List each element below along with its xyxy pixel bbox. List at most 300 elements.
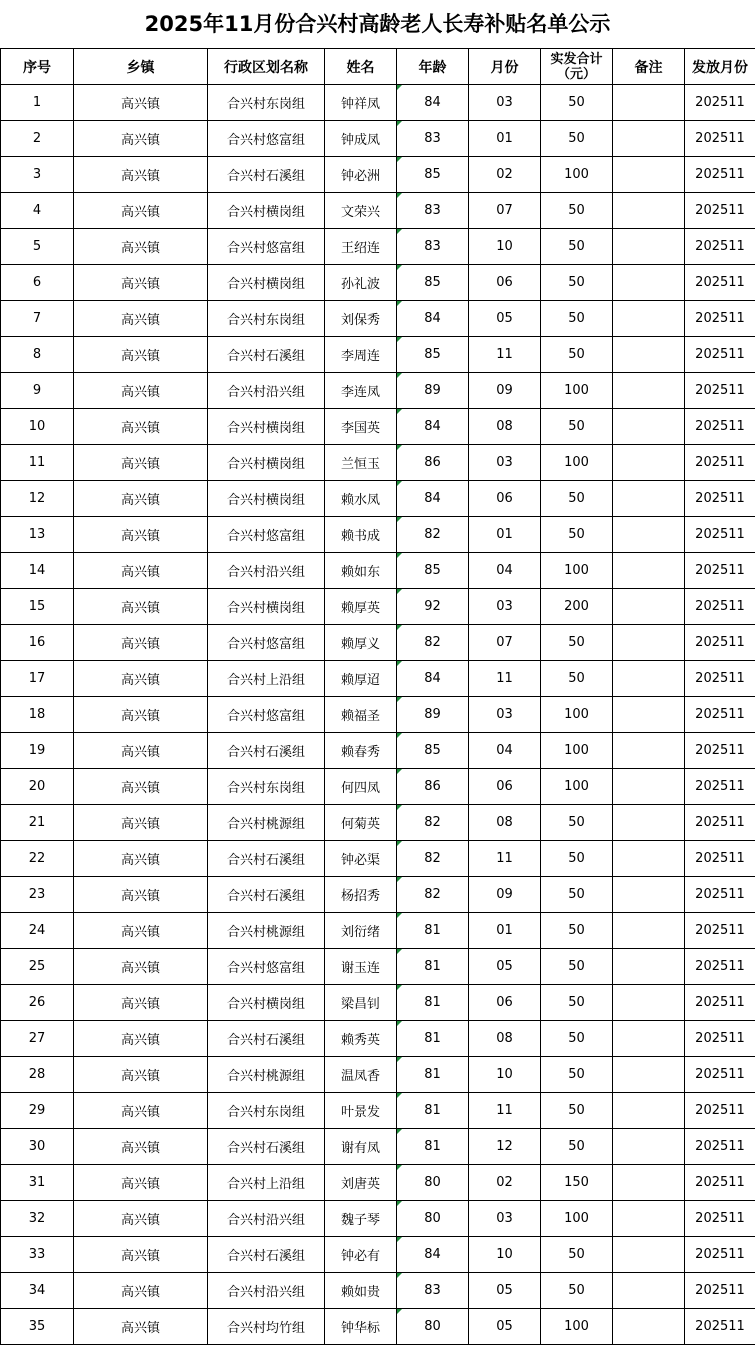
cell-amount: 50 xyxy=(541,985,613,1021)
table-row xyxy=(1,1021,755,1057)
cell-pay-month: 202511 xyxy=(685,265,755,301)
cell-amount: 50 xyxy=(541,481,613,517)
cell-district: 合兴村横岗组 xyxy=(208,481,325,517)
cell-month: 10 xyxy=(469,229,541,265)
cell-amount: 50 xyxy=(541,85,613,121)
cell-district: 合兴村石溪组 xyxy=(208,841,325,877)
cell-name: 谢玉连 xyxy=(325,949,397,985)
cell-month: 04 xyxy=(469,733,541,769)
cell-amount: 50 xyxy=(541,661,613,697)
cell-town: 高兴镇 xyxy=(74,373,208,409)
cell-town: 高兴镇 xyxy=(74,553,208,589)
cell-month: 09 xyxy=(469,373,541,409)
table-row xyxy=(1,1129,755,1165)
cell-index: 14 xyxy=(1,553,74,589)
cell-district: 合兴村桃源组 xyxy=(208,1057,325,1093)
table-row xyxy=(1,121,755,157)
cell-town: 高兴镇 xyxy=(74,733,208,769)
cell-pay-month: 202511 xyxy=(685,877,755,913)
cell-pay-month: 202511 xyxy=(685,1201,755,1237)
cell-age: 92 xyxy=(397,589,469,625)
cell-amount: 100 xyxy=(541,733,613,769)
cell-name: 赖如东 xyxy=(325,553,397,589)
cell-month: 11 xyxy=(469,337,541,373)
cell-pay-month: 202511 xyxy=(685,337,755,373)
cell-pay-month: 202511 xyxy=(685,229,755,265)
table-row xyxy=(1,481,755,517)
cell-district: 合兴村桃源组 xyxy=(208,913,325,949)
cell-age: 82 xyxy=(397,805,469,841)
cell-month: 06 xyxy=(469,985,541,1021)
cell-age: 82 xyxy=(397,841,469,877)
cell-town: 高兴镇 xyxy=(74,877,208,913)
cell-month: 03 xyxy=(469,697,541,733)
cell-age: 84 xyxy=(397,661,469,697)
cell-month: 06 xyxy=(469,265,541,301)
cell-pay-month: 202511 xyxy=(685,985,755,1021)
cell-age: 81 xyxy=(397,949,469,985)
cell-amount: 50 xyxy=(541,1273,613,1309)
cell-town: 高兴镇 xyxy=(74,445,208,481)
cell-index: 23 xyxy=(1,877,74,913)
cell-pay-month: 202511 xyxy=(685,1165,755,1201)
cell-remark xyxy=(613,1129,685,1165)
cell-amount: 50 xyxy=(541,229,613,265)
cell-amount: 50 xyxy=(541,301,613,337)
cell-remark xyxy=(613,985,685,1021)
cell-name: 赖春秀 xyxy=(325,733,397,769)
cell-pay-month: 202511 xyxy=(685,1129,755,1165)
cell-remark xyxy=(613,1057,685,1093)
cell-district: 合兴村东岗组 xyxy=(208,301,325,337)
table-row xyxy=(1,517,755,553)
cell-month: 01 xyxy=(469,913,541,949)
cell-district: 合兴村东岗组 xyxy=(208,1093,325,1129)
cell-index: 22 xyxy=(1,841,74,877)
cell-age: 80 xyxy=(397,1165,469,1201)
cell-district: 合兴村悠富组 xyxy=(208,229,325,265)
cell-remark xyxy=(613,1021,685,1057)
cell-town: 高兴镇 xyxy=(74,1273,208,1309)
cell-town: 高兴镇 xyxy=(74,1129,208,1165)
cell-amount: 50 xyxy=(541,265,613,301)
cell-amount: 50 xyxy=(541,121,613,157)
cell-remark xyxy=(613,697,685,733)
cell-district: 合兴村桃源组 xyxy=(208,805,325,841)
cell-name: 刘衍绪 xyxy=(325,913,397,949)
table-row xyxy=(1,1273,755,1309)
cell-town: 高兴镇 xyxy=(74,409,208,445)
table-row xyxy=(1,1057,755,1093)
cell-name: 赖厚迢 xyxy=(325,661,397,697)
cell-index: 5 xyxy=(1,229,74,265)
cell-age: 82 xyxy=(397,517,469,553)
cell-age: 81 xyxy=(397,913,469,949)
cell-town: 高兴镇 xyxy=(74,265,208,301)
cell-amount: 50 xyxy=(541,877,613,913)
cell-remark xyxy=(613,625,685,661)
cell-amount: 100 xyxy=(541,373,613,409)
cell-index: 15 xyxy=(1,589,74,625)
table-row xyxy=(1,193,755,229)
cell-pay-month: 202511 xyxy=(685,769,755,805)
cell-town: 高兴镇 xyxy=(74,913,208,949)
cell-remark xyxy=(613,121,685,157)
cell-name: 钟成凤 xyxy=(325,121,397,157)
cell-name: 文荣兴 xyxy=(325,193,397,229)
cell-name: 刘保秀 xyxy=(325,301,397,337)
cell-age: 84 xyxy=(397,85,469,121)
cell-town: 高兴镇 xyxy=(74,661,208,697)
cell-remark xyxy=(613,1309,685,1345)
table-row xyxy=(1,661,755,697)
cell-remark xyxy=(613,661,685,697)
cell-month: 05 xyxy=(469,1309,541,1345)
table-row xyxy=(1,1309,755,1345)
cell-age: 80 xyxy=(397,1309,469,1345)
cell-month: 08 xyxy=(469,409,541,445)
cell-amount: 100 xyxy=(541,697,613,733)
cell-name: 钟必有 xyxy=(325,1237,397,1273)
table-row xyxy=(1,697,755,733)
cell-district: 合兴村悠富组 xyxy=(208,625,325,661)
cell-district: 合兴村沿兴组 xyxy=(208,1201,325,1237)
cell-index: 26 xyxy=(1,985,74,1021)
cell-name: 赖水凤 xyxy=(325,481,397,517)
cell-district: 合兴村石溪组 xyxy=(208,1021,325,1057)
cell-town: 高兴镇 xyxy=(74,1201,208,1237)
cell-remark xyxy=(613,913,685,949)
cell-district: 合兴村石溪组 xyxy=(208,157,325,193)
header-month: 月份 xyxy=(469,49,541,85)
cell-amount: 100 xyxy=(541,1309,613,1345)
cell-month: 05 xyxy=(469,1273,541,1309)
cell-age: 85 xyxy=(397,337,469,373)
table-row xyxy=(1,337,755,373)
cell-name: 赖厚义 xyxy=(325,625,397,661)
cell-index: 19 xyxy=(1,733,74,769)
cell-age: 83 xyxy=(397,193,469,229)
cell-town: 高兴镇 xyxy=(74,1237,208,1273)
cell-pay-month: 202511 xyxy=(685,589,755,625)
cell-amount: 50 xyxy=(541,1237,613,1273)
cell-district: 合兴村横岗组 xyxy=(208,445,325,481)
cell-name: 刘唐英 xyxy=(325,1165,397,1201)
table-row xyxy=(1,733,755,769)
cell-town: 高兴镇 xyxy=(74,193,208,229)
cell-age: 81 xyxy=(397,1129,469,1165)
cell-name: 赖秀英 xyxy=(325,1021,397,1057)
cell-town: 高兴镇 xyxy=(74,157,208,193)
cell-district: 合兴村沿兴组 xyxy=(208,373,325,409)
cell-index: 7 xyxy=(1,301,74,337)
cell-age: 83 xyxy=(397,229,469,265)
cell-remark xyxy=(613,553,685,589)
cell-pay-month: 202511 xyxy=(685,661,755,697)
cell-index: 33 xyxy=(1,1237,74,1273)
cell-name: 何四凤 xyxy=(325,769,397,805)
cell-remark xyxy=(613,1237,685,1273)
cell-remark xyxy=(613,769,685,805)
cell-name: 温凤香 xyxy=(325,1057,397,1093)
cell-name: 赖福圣 xyxy=(325,697,397,733)
cell-name: 赖厚英 xyxy=(325,589,397,625)
cell-month: 06 xyxy=(469,769,541,805)
cell-pay-month: 202511 xyxy=(685,1057,755,1093)
cell-index: 28 xyxy=(1,1057,74,1093)
cell-pay-month: 202511 xyxy=(685,949,755,985)
cell-name: 何菊英 xyxy=(325,805,397,841)
cell-index: 9 xyxy=(1,373,74,409)
cell-town: 高兴镇 xyxy=(74,1309,208,1345)
cell-age: 84 xyxy=(397,1237,469,1273)
cell-remark xyxy=(613,841,685,877)
cell-month: 03 xyxy=(469,1201,541,1237)
cell-amount: 50 xyxy=(541,337,613,373)
cell-index: 3 xyxy=(1,157,74,193)
cell-name: 赖如贵 xyxy=(325,1273,397,1309)
cell-index: 10 xyxy=(1,409,74,445)
cell-name: 魏子琴 xyxy=(325,1201,397,1237)
cell-age: 86 xyxy=(397,769,469,805)
cell-name: 赖书成 xyxy=(325,517,397,553)
cell-month: 03 xyxy=(469,85,541,121)
cell-pay-month: 202511 xyxy=(685,1021,755,1057)
cell-age: 83 xyxy=(397,121,469,157)
cell-month: 07 xyxy=(469,625,541,661)
cell-town: 高兴镇 xyxy=(74,337,208,373)
table-row xyxy=(1,157,755,193)
cell-pay-month: 202511 xyxy=(685,157,755,193)
cell-pay-month: 202511 xyxy=(685,301,755,337)
table-row xyxy=(1,805,755,841)
cell-name: 钟必渠 xyxy=(325,841,397,877)
table-row xyxy=(1,949,755,985)
cell-age: 85 xyxy=(397,157,469,193)
cell-district: 合兴村石溪组 xyxy=(208,877,325,913)
cell-pay-month: 202511 xyxy=(685,85,755,121)
table-row xyxy=(1,373,755,409)
cell-district: 合兴村沿兴组 xyxy=(208,1273,325,1309)
cell-pay-month: 202511 xyxy=(685,1309,755,1345)
cell-index: 31 xyxy=(1,1165,74,1201)
cell-amount: 50 xyxy=(541,1093,613,1129)
cell-pay-month: 202511 xyxy=(685,121,755,157)
cell-remark xyxy=(613,589,685,625)
table-row xyxy=(1,625,755,661)
cell-month: 03 xyxy=(469,589,541,625)
cell-remark xyxy=(613,301,685,337)
cell-name: 孙礼波 xyxy=(325,265,397,301)
cell-index: 17 xyxy=(1,661,74,697)
cell-age: 81 xyxy=(397,1057,469,1093)
page-title: 2025年11月份合兴村高龄老人长寿补贴名单公示 xyxy=(144,12,611,36)
cell-district: 合兴村横岗组 xyxy=(208,985,325,1021)
cell-age: 85 xyxy=(397,265,469,301)
cell-name: 谢有凤 xyxy=(325,1129,397,1165)
cell-pay-month: 202511 xyxy=(685,805,755,841)
cell-pay-month: 202511 xyxy=(685,841,755,877)
cell-remark xyxy=(613,949,685,985)
cell-amount: 50 xyxy=(541,805,613,841)
cell-district: 合兴村悠富组 xyxy=(208,121,325,157)
table-row xyxy=(1,1201,755,1237)
cell-pay-month: 202511 xyxy=(685,733,755,769)
cell-pay-month: 202511 xyxy=(685,625,755,661)
cell-district: 合兴村横岗组 xyxy=(208,265,325,301)
cell-index: 1 xyxy=(1,85,74,121)
cell-month: 12 xyxy=(469,1129,541,1165)
cell-remark xyxy=(613,1273,685,1309)
cell-age: 81 xyxy=(397,1021,469,1057)
cell-district: 合兴村上沿组 xyxy=(208,1165,325,1201)
cell-age: 81 xyxy=(397,1093,469,1129)
cell-remark xyxy=(613,877,685,913)
cell-town: 高兴镇 xyxy=(74,805,208,841)
cell-district: 合兴村悠富组 xyxy=(208,517,325,553)
cell-name: 钟祥凤 xyxy=(325,85,397,121)
cell-pay-month: 202511 xyxy=(685,913,755,949)
cell-index: 32 xyxy=(1,1201,74,1237)
cell-month: 05 xyxy=(469,949,541,985)
table-row xyxy=(1,85,755,121)
cell-month: 06 xyxy=(469,481,541,517)
cell-remark xyxy=(613,1201,685,1237)
cell-month: 03 xyxy=(469,445,541,481)
table-row xyxy=(1,445,755,481)
cell-name: 钟华标 xyxy=(325,1309,397,1345)
cell-month: 05 xyxy=(469,301,541,337)
cell-month: 10 xyxy=(469,1237,541,1273)
header-remark: 备注 xyxy=(613,49,685,85)
cell-month: 10 xyxy=(469,1057,541,1093)
cell-month: 11 xyxy=(469,1093,541,1129)
cell-town: 高兴镇 xyxy=(74,1057,208,1093)
cell-index: 2 xyxy=(1,121,74,157)
cell-remark xyxy=(613,1093,685,1129)
cell-pay-month: 202511 xyxy=(685,193,755,229)
cell-remark xyxy=(613,409,685,445)
cell-name: 王绍连 xyxy=(325,229,397,265)
cell-age: 85 xyxy=(397,553,469,589)
header-index: 序号 xyxy=(1,49,74,85)
cell-age: 85 xyxy=(397,733,469,769)
header-district: 行政区划名称 xyxy=(208,49,325,85)
cell-month: 02 xyxy=(469,157,541,193)
cell-district: 合兴村沿兴组 xyxy=(208,553,325,589)
cell-amount: 50 xyxy=(541,517,613,553)
cell-age: 81 xyxy=(397,985,469,1021)
cell-district: 合兴村上沿组 xyxy=(208,661,325,697)
cell-town: 高兴镇 xyxy=(74,1093,208,1129)
cell-district: 合兴村东岗组 xyxy=(208,769,325,805)
cell-town: 高兴镇 xyxy=(74,517,208,553)
table-row xyxy=(1,985,755,1021)
cell-month: 08 xyxy=(469,1021,541,1057)
table-row xyxy=(1,265,755,301)
cell-remark xyxy=(613,157,685,193)
cell-age: 80 xyxy=(397,1201,469,1237)
cell-remark xyxy=(613,445,685,481)
cell-name: 李周连 xyxy=(325,337,397,373)
cell-remark xyxy=(613,229,685,265)
table-row xyxy=(1,409,755,445)
table-row xyxy=(1,913,755,949)
cell-amount: 50 xyxy=(541,1129,613,1165)
cell-remark xyxy=(613,373,685,409)
cell-town: 高兴镇 xyxy=(74,1021,208,1057)
cell-amount: 100 xyxy=(541,553,613,589)
cell-age: 84 xyxy=(397,409,469,445)
cell-index: 13 xyxy=(1,517,74,553)
cell-index: 6 xyxy=(1,265,74,301)
cell-amount: 50 xyxy=(541,625,613,661)
cell-remark xyxy=(613,733,685,769)
cell-month: 04 xyxy=(469,553,541,589)
table-row xyxy=(1,769,755,805)
cell-town: 高兴镇 xyxy=(74,1165,208,1201)
header-name: 姓名 xyxy=(325,49,397,85)
cell-amount: 50 xyxy=(541,409,613,445)
cell-pay-month: 202511 xyxy=(685,1237,755,1273)
cell-index: 34 xyxy=(1,1273,74,1309)
cell-name: 李连凤 xyxy=(325,373,397,409)
cell-town: 高兴镇 xyxy=(74,229,208,265)
header-town: 乡镇 xyxy=(74,49,208,85)
table-row xyxy=(1,841,755,877)
cell-district: 合兴村石溪组 xyxy=(208,733,325,769)
table-row xyxy=(1,553,755,589)
cell-month: 02 xyxy=(469,1165,541,1201)
cell-town: 高兴镇 xyxy=(74,841,208,877)
cell-age: 89 xyxy=(397,373,469,409)
cell-index: 18 xyxy=(1,697,74,733)
cell-index: 21 xyxy=(1,805,74,841)
cell-month: 07 xyxy=(469,193,541,229)
cell-month: 11 xyxy=(469,661,541,697)
table-row xyxy=(1,589,755,625)
cell-remark xyxy=(613,85,685,121)
cell-town: 高兴镇 xyxy=(74,949,208,985)
cell-town: 高兴镇 xyxy=(74,481,208,517)
table-row xyxy=(1,301,755,337)
cell-remark xyxy=(613,1165,685,1201)
cell-pay-month: 202511 xyxy=(685,697,755,733)
cell-pay-month: 202511 xyxy=(685,1273,755,1309)
cell-remark xyxy=(613,805,685,841)
cell-index: 35 xyxy=(1,1309,74,1345)
cell-district: 合兴村石溪组 xyxy=(208,1129,325,1165)
cell-name: 李国英 xyxy=(325,409,397,445)
subsidy-table xyxy=(0,48,755,1345)
cell-index: 25 xyxy=(1,949,74,985)
cell-district: 合兴村石溪组 xyxy=(208,337,325,373)
cell-name: 杨招秀 xyxy=(325,877,397,913)
cell-district: 合兴村石溪组 xyxy=(208,1237,325,1273)
cell-month: 11 xyxy=(469,841,541,877)
cell-town: 高兴镇 xyxy=(74,121,208,157)
cell-age: 83 xyxy=(397,1273,469,1309)
cell-town: 高兴镇 xyxy=(74,589,208,625)
table-row xyxy=(1,1165,755,1201)
cell-pay-month: 202511 xyxy=(685,553,755,589)
cell-town: 高兴镇 xyxy=(74,301,208,337)
cell-name: 钟必洲 xyxy=(325,157,397,193)
cell-amount: 100 xyxy=(541,157,613,193)
cell-amount: 100 xyxy=(541,445,613,481)
table-row xyxy=(1,1237,755,1273)
cell-index: 12 xyxy=(1,481,74,517)
